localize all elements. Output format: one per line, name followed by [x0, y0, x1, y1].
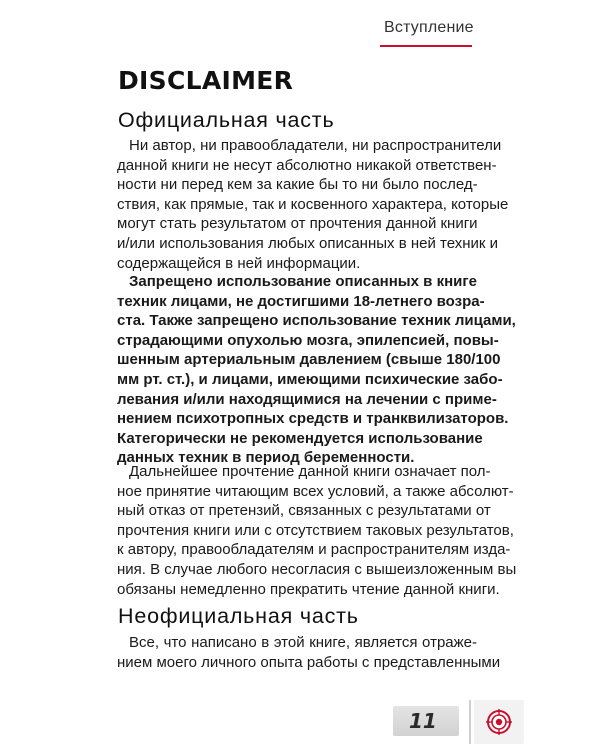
paragraph-unofficial [117, 633, 501, 672]
text-line: мм рт. ст.), и лицами, имеющими психические забо- [117, 370, 503, 388]
section-heading-unofficial: Неофициальная часть [118, 604, 359, 628]
text-line: Категорически не рекомендуется использование [117, 429, 483, 447]
text-line: ный отказ от претензий, связанных с результатами от [117, 502, 491, 520]
text-line: страдающими опухолью мозга, эпилепсией, повы- [117, 331, 499, 349]
text-line: Дальнейшее прочтение данной книги означает пол- [129, 463, 491, 480]
text-line: обязаны немедленно прекратить чтение данной книги. [117, 580, 500, 598]
text-line: Запрещено использование описанных в книге [129, 273, 477, 290]
text-line: данных техник в период беременности. [117, 449, 415, 467]
text-line: Ни автор, ни правообладатели, ни распространители [129, 137, 502, 154]
text-line: техник лицами, не достигшими 18-летнего возра- [117, 292, 485, 310]
target-icon [486, 709, 512, 735]
text-line: ста. Также запрещено использование техник лицами, [117, 312, 516, 330]
paragraph-restrictions [117, 272, 516, 468]
text-line: содержащейся в ней информации. [117, 254, 361, 272]
tab-divider [469, 700, 471, 744]
text-line: ности ни перед кем за какие бы то ни было послед- [117, 176, 478, 194]
text-line: прочтения книги или с отсутствием таковых результатов, [117, 521, 514, 539]
text-line: нением психотропных средств и транквилизаторов. [117, 410, 509, 428]
running-head-rule [380, 45, 472, 47]
text-line: шенным артериальным давлением (свыше 180/100 [117, 351, 501, 369]
text-line: данной книги не несут абсолютно никакой ответствен- [117, 156, 497, 174]
text-line: левания и/или находящимися на лечении с приме- [117, 390, 497, 408]
text-line: и/или использования любых описанных в ней техник и [117, 234, 498, 252]
running-head: Вступление [384, 19, 474, 36]
text-line: к автору, правообладателям и распространителям изда- [117, 541, 511, 559]
paragraph-acceptance [117, 462, 517, 599]
text-line: Все, что написано в этой книге, является отраже- [129, 634, 477, 651]
text-line: ствия, как прямые, так и косвенного характера, которые [117, 195, 509, 213]
section-heading-official: Официальная часть [118, 108, 335, 132]
page-number-tab [393, 706, 459, 736]
page-title: DISCLAIMER [118, 66, 294, 95]
text-line: могут стать результатом от прочтения данной книги [117, 215, 478, 233]
page-number: 11 [409, 709, 437, 733]
paragraph-official [117, 136, 509, 273]
corner-tab [474, 700, 524, 744]
text-line: нием моего личного опыта работы с представленными [117, 653, 501, 671]
text-line: ния. В случае любого несогласия с вышеизложенным вы [117, 560, 517, 578]
text-line: ное принятие читающим всех условий, а также абсолют- [117, 482, 514, 500]
